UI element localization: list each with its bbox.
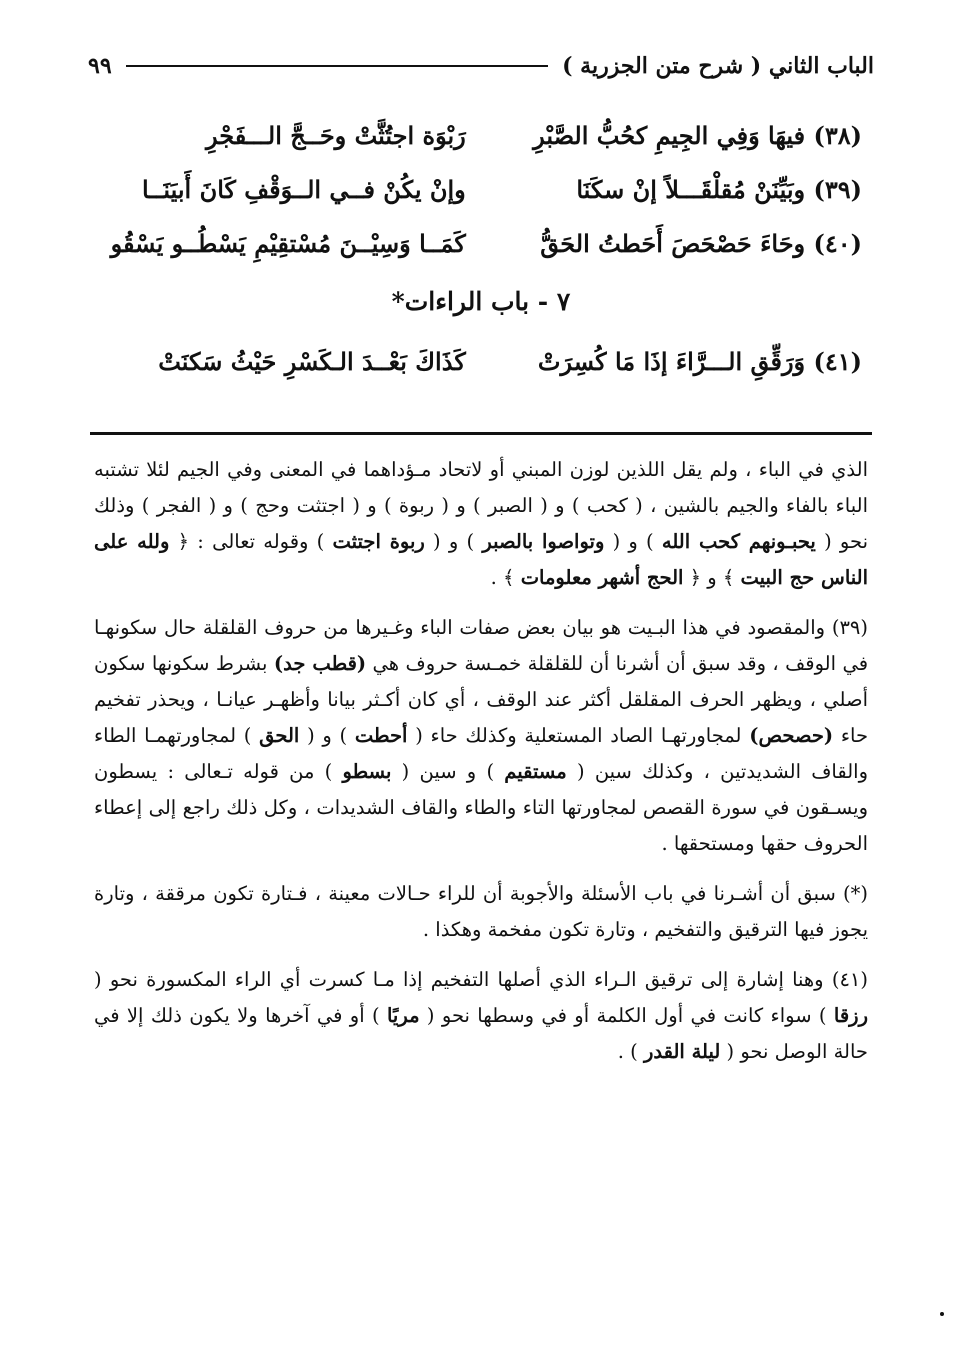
verse-second-hemistich: رَبْوَة اجتُثَّتْ وحَــجَّ الـــفَجْرِ bbox=[205, 120, 466, 150]
verse-second-hemistich: كَمَــا وَسِيْــنَ مُسْتقِيْمِ يَسْطُــو يَسْقُو bbox=[110, 228, 466, 258]
text-run: ) و سين ( bbox=[401, 760, 495, 783]
text-run: ) لمجاورتهمـا الطاء والقاف الشديدتين ، وكذلك سين ( bbox=[94, 724, 869, 783]
verses-block bbox=[100, 108, 862, 388]
bold-run: (حصحص) bbox=[749, 724, 834, 747]
bold-run: مريًا bbox=[386, 1004, 420, 1027]
bold-run: الحق bbox=[259, 724, 300, 747]
section-title: ٧ - باب الراءات* bbox=[391, 287, 571, 316]
bold-run: أحطت bbox=[354, 724, 408, 747]
commentary bbox=[94, 452, 868, 1084]
bold-run: بسطو bbox=[342, 760, 392, 783]
text-run: ﴾ . bbox=[490, 566, 515, 589]
commentary-paragraph bbox=[94, 610, 868, 862]
bold-run: الحج أشهر معلومات bbox=[520, 566, 684, 589]
verse-first-hemistich: (٤١) وَرَقِّقِ الـــرَّاءَ إذَا مَا كُسِرَتْ bbox=[537, 346, 862, 376]
verse-second-hemistich: كَذَاكَ بَعْــدَ الـكَسْرِ حَيْثُ سَكنَتْ bbox=[158, 346, 466, 376]
bold-run: يحبـونهم كحب الله bbox=[661, 530, 816, 553]
verse-first-hemistich: (٣٩) وبَيِّنَنْ مُقلْقَـــلاً إنْ سكَنَا bbox=[576, 174, 862, 204]
verse-row bbox=[100, 216, 862, 270]
text-run: بشرط سكونها سكون أصلي ، ويظهر الحرف المقلقل أكثر عند الوقف ، أي كان أكـثر بيانا وأظهـر عيانـا ، ويحذر تفخيم حاء bbox=[94, 652, 869, 747]
verse-row bbox=[100, 108, 862, 162]
commentary-paragraph bbox=[94, 452, 868, 596]
text-run: لمجاورتهـا الصاد المستعلية وكذلك حاء ( bbox=[415, 724, 742, 747]
bold-run: مستقيم bbox=[504, 760, 567, 783]
page-header bbox=[88, 46, 874, 86]
text-run: ) . bbox=[617, 1040, 638, 1063]
text-run: ) وقوله تعالى : ﴿ bbox=[177, 530, 325, 553]
verse-row bbox=[100, 162, 862, 216]
section-divider bbox=[90, 432, 872, 435]
bold-run: وتواصوا بالصبر bbox=[482, 530, 605, 553]
bold-run: رزقا bbox=[833, 1004, 868, 1027]
verse-second-hemistich: وإنْ يكُنْ فــي الــوَقْفِ كَانَ أَبيَنَــا bbox=[142, 174, 466, 204]
page-number: ٩٩ bbox=[88, 53, 112, 79]
text-run: ﴾ و ﴿ bbox=[689, 566, 735, 589]
chapter-title: الباب الثاني ( شرح متن الجزرية ) bbox=[562, 53, 874, 79]
verse-first-hemistich: (٤٠) وحَاءَ حَصْحَصَ أَحَطتُ الحَقُّ bbox=[540, 228, 862, 258]
commentary-paragraph bbox=[94, 962, 868, 1070]
verse-first-hemistich: (٣٨) فيهَا وَفِي الجِيمِ كحُبُّ الصَّبْرِ bbox=[533, 120, 862, 150]
text-run: ) من قوله تـعالى : يسطون ويسـقون في سورة القصص لمجاورتها التاء والطاء والقاف الشديدات ، وكل ذلك راجع إلى إعطاء الحروف حقها ومستحقها . bbox=[94, 760, 868, 855]
verse-row bbox=[100, 334, 862, 388]
bold-run: ولله على الناس حج البيت bbox=[94, 530, 868, 589]
text-run: (٣٩) والمقصود في هذا البـيت هو بيان بعض صفات الباء وغـيرها من حروف القلقلة حال سكونهـا في الوقف ، وقد سبق أن أشرنا أن للقلقلة خمـسة حروف هي bbox=[94, 616, 869, 675]
bold-run: ليلة القدر bbox=[643, 1040, 721, 1063]
text-run: ) سواء كانت في أول الكلمة أو في وسطها نحو ( bbox=[426, 1004, 827, 1027]
print-speck bbox=[940, 1312, 944, 1316]
bold-run: (قطب جد) bbox=[273, 652, 367, 675]
text-run: ) و ( bbox=[307, 724, 348, 747]
bold-run: ربوة اجتثت bbox=[332, 530, 425, 553]
text-run: (٤١) وهنا إشارة إلى ترقيق الـراء الذي أصلها التفخيم إذا مـا كسرت أي الراء المكسورة نحو ( bbox=[94, 968, 868, 991]
text-run: ) و ( bbox=[433, 530, 475, 553]
text-run: ) أو في آخرها ولا يكون ذلك إلا في حالة الوصل نحو ( bbox=[94, 1004, 868, 1063]
text-run: الذي في الباء ، ولم يقل اللذين لوزن المبني أو لاتحاد مـؤداهما في المعنى وفي الجيم لئلا تشتبه الباء بالفاء والجيم بالشين ، ( كحب ) و ( الصبر ) و ( ربوة ) و ( اجتثت وحج ) و ( الفجر ) وذلك نحو ( bbox=[94, 458, 869, 553]
header-rule bbox=[126, 65, 548, 67]
commentary-paragraph: (*) سبق أن أشـرنا في باب الأسئلة والأجوبة أن للراء حـالات معينة ، فـتارة تكون مرققة ، وتارة يجوز فيها الترقيق والتفخيم ، وتارة تكون مفخمة وهكذا . bbox=[94, 882, 868, 941]
text-run: ) و ( bbox=[612, 530, 654, 553]
